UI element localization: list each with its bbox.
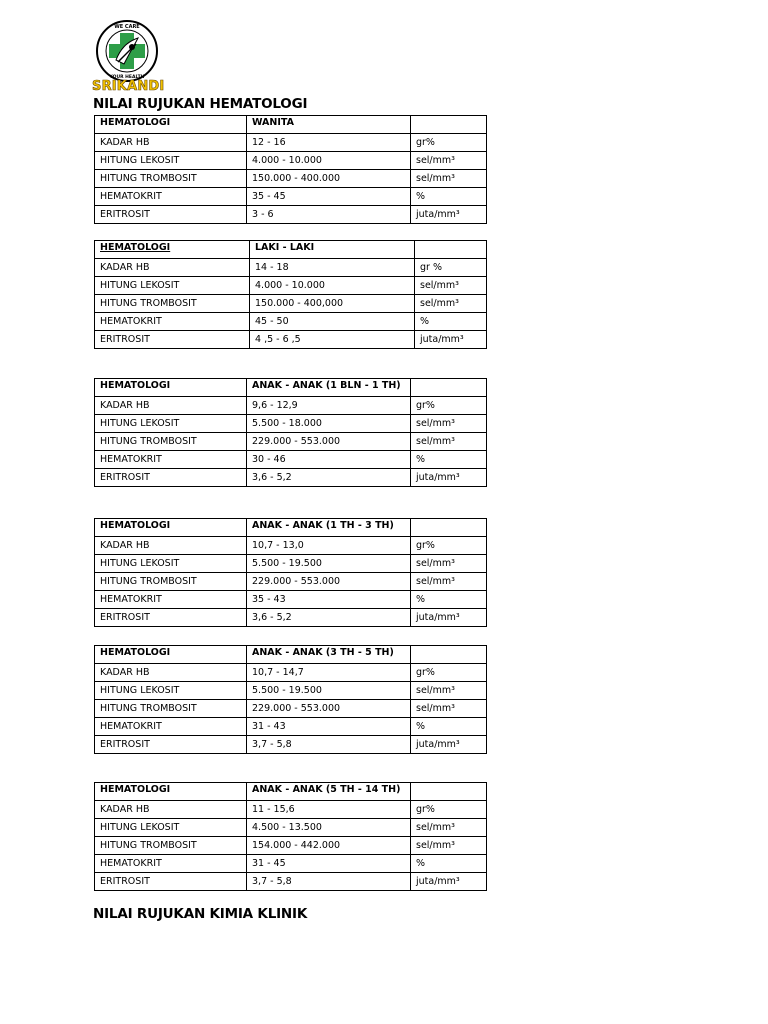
- table-cell: juta/mm³: [411, 873, 487, 891]
- table-cell: 31 - 45: [247, 855, 411, 873]
- table-cell: sel/mm³: [411, 415, 487, 433]
- brand-name: SRIKANDI: [92, 79, 165, 94]
- table-cell: HEMATOKRIT: [95, 591, 247, 609]
- table-row: [95, 313, 487, 331]
- table-cell: sel/mm³: [411, 682, 487, 700]
- table-cell: HITUNG TROMBOSIT: [95, 700, 247, 718]
- table-cell: 4 ,5 - 6 ,5: [250, 331, 415, 349]
- table-row: [95, 397, 487, 415]
- header-cell: HEMATOLOGI: [95, 116, 247, 134]
- table-cell: HITUNG LEKOSIT: [95, 152, 247, 170]
- table-cell: ERITROSIT: [95, 609, 247, 627]
- table-header-row: [95, 519, 487, 537]
- table-cell: %: [411, 591, 487, 609]
- table-cell: 3,6 - 5,2: [247, 469, 411, 487]
- table-header-row: [95, 783, 487, 801]
- table-cell: 5.500 - 18.000: [247, 415, 411, 433]
- table-anak-1th-3th: [94, 518, 487, 627]
- table-row: [95, 819, 487, 837]
- table-cell: ERITROSIT: [95, 873, 247, 891]
- table-cell: sel/mm³: [415, 277, 487, 295]
- table-cell: 14 - 18: [250, 259, 415, 277]
- table-cell: 30 - 46: [247, 451, 411, 469]
- table-header-row: [95, 241, 487, 259]
- table-row: [95, 170, 487, 188]
- table-row: [95, 188, 487, 206]
- table-cell: 150.000 - 400,000: [250, 295, 415, 313]
- table-header-row: [95, 379, 487, 397]
- header-cell: [411, 116, 487, 134]
- table-cell: 35 - 43: [247, 591, 411, 609]
- table-cell: 3 - 6: [247, 206, 411, 224]
- table-cell: ERITROSIT: [95, 206, 247, 224]
- table-row: [95, 415, 487, 433]
- table-cell: 229.000 - 553.000: [247, 433, 411, 451]
- table-cell: juta/mm³: [415, 331, 487, 349]
- table-header-row: [95, 116, 487, 134]
- table-cell: KADAR HB: [95, 537, 247, 555]
- table-row: [95, 331, 487, 349]
- header-cell: ANAK - ANAK (1 BLN - 1 TH): [247, 379, 411, 397]
- table-row: [95, 736, 487, 754]
- table-cell: juta/mm³: [411, 206, 487, 224]
- logo-top-text: WE CARE: [114, 24, 140, 30]
- table-cell: HITUNG TROMBOSIT: [95, 837, 247, 855]
- table-cell: 4.000 - 10.000: [250, 277, 415, 295]
- table-cell: 3,7 - 5,8: [247, 736, 411, 754]
- table-cell: ERITROSIT: [95, 469, 247, 487]
- table-cell: gr%: [411, 397, 487, 415]
- clinical-chemistry-title: NILAI RUJUKAN KIMIA KLINIK: [93, 906, 308, 922]
- table-cell: HITUNG LEKOSIT: [95, 819, 247, 837]
- table-row: [95, 873, 487, 891]
- table-laki-laki: [94, 240, 487, 349]
- table-anak-5th-14th: [94, 782, 487, 891]
- table-cell: %: [411, 855, 487, 873]
- header-cell: ANAK - ANAK (3 TH - 5 TH): [247, 646, 411, 664]
- table-row: [95, 700, 487, 718]
- table-row: [95, 134, 487, 152]
- table-cell: 10,7 - 14,7: [247, 664, 411, 682]
- table-cell: sel/mm³: [411, 555, 487, 573]
- table-cell: HITUNG LEKOSIT: [95, 277, 250, 295]
- table-cell: 4.500 - 13.500: [247, 819, 411, 837]
- table-row: [95, 591, 487, 609]
- table-cell: 150.000 - 400.000: [247, 170, 411, 188]
- table-row: [95, 277, 487, 295]
- table-row: [95, 537, 487, 555]
- table-cell: HEMATOKRIT: [95, 188, 247, 206]
- table-cell: %: [415, 313, 487, 331]
- table-cell: 9,6 - 12,9: [247, 397, 411, 415]
- table-cell: HITUNG TROMBOSIT: [95, 170, 247, 188]
- table-cell: gr%: [411, 664, 487, 682]
- table-cell: KADAR HB: [95, 397, 247, 415]
- table-row: [95, 469, 487, 487]
- header-cell: HEMATOLOGI: [95, 646, 247, 664]
- table-cell: HEMATOKRIT: [95, 451, 247, 469]
- table-cell: HITUNG TROMBOSIT: [95, 295, 250, 313]
- header-cell: HEMATOLOGI: [95, 519, 247, 537]
- table-cell: ERITROSIT: [95, 331, 250, 349]
- table-cell: HITUNG LEKOSIT: [95, 682, 247, 700]
- header-cell: ANAK - ANAK (1 TH - 3 TH): [247, 519, 411, 537]
- table-row: [95, 206, 487, 224]
- table-row: [95, 295, 487, 313]
- table-cell: 3,7 - 5,8: [247, 873, 411, 891]
- table-cell: 5.500 - 19.500: [247, 682, 411, 700]
- table-row: [95, 451, 487, 469]
- table-cell: KADAR HB: [95, 801, 247, 819]
- table-cell: sel/mm³: [411, 152, 487, 170]
- table-row: [95, 259, 487, 277]
- table-cell: 229.000 - 553.000: [247, 700, 411, 718]
- table-cell: HITUNG LEKOSIT: [95, 555, 247, 573]
- table-cell: 229.000 - 553.000: [247, 573, 411, 591]
- table-cell: sel/mm³: [411, 700, 487, 718]
- table-cell: 5.500 - 19.500: [247, 555, 411, 573]
- table-cell: sel/mm³: [411, 837, 487, 855]
- header-cell: [411, 646, 487, 664]
- table-row: [95, 682, 487, 700]
- table-cell: 4.000 - 10.000: [247, 152, 411, 170]
- table-cell: juta/mm³: [411, 736, 487, 754]
- header-cell: [415, 241, 487, 259]
- table-cell: KADAR HB: [95, 259, 250, 277]
- table-row: [95, 837, 487, 855]
- table-cell: sel/mm³: [411, 819, 487, 837]
- header-cell: [411, 783, 487, 801]
- logo-emblem-icon: [94, 20, 160, 86]
- table-anak-1bln-1th: [94, 378, 487, 487]
- table-cell: 45 - 50: [250, 313, 415, 331]
- table-cell: %: [411, 188, 487, 206]
- table-cell: HITUNG TROMBOSIT: [95, 433, 247, 451]
- header-cell: HEMATOLOGI: [95, 783, 247, 801]
- header-cell: WANITA: [247, 116, 411, 134]
- table-cell: 12 - 16: [247, 134, 411, 152]
- header-cell: [411, 379, 487, 397]
- table-cell: juta/mm³: [411, 609, 487, 627]
- table-cell: ERITROSIT: [95, 736, 247, 754]
- table-wanita: [94, 115, 487, 224]
- table-cell: 11 - 15,6: [247, 801, 411, 819]
- table-row: [95, 573, 487, 591]
- table-row: [95, 801, 487, 819]
- header-cell: [411, 519, 487, 537]
- table-cell: %: [411, 718, 487, 736]
- table-cell: 154.000 - 442.000: [247, 837, 411, 855]
- table-cell: gr%: [411, 537, 487, 555]
- header-cell: HEMATOLOGI: [95, 379, 247, 397]
- header-cell: ANAK - ANAK (5 TH - 14 TH): [247, 783, 411, 801]
- hematology-title: NILAI RUJUKAN HEMATOLOGI: [93, 96, 308, 112]
- table-cell: sel/mm³: [411, 170, 487, 188]
- table-cell: HITUNG LEKOSIT: [95, 415, 247, 433]
- table-cell: juta/mm³: [411, 469, 487, 487]
- table-cell: %: [411, 451, 487, 469]
- table-cell: gr%: [411, 134, 487, 152]
- table-cell: KADAR HB: [95, 134, 247, 152]
- logo-bottom-text: YOUR HEALTH: [109, 75, 145, 80]
- table-cell: KADAR HB: [95, 664, 247, 682]
- table-cell: HEMATOKRIT: [95, 313, 250, 331]
- table-row: [95, 664, 487, 682]
- table-cell: 10,7 - 13,0: [247, 537, 411, 555]
- table-cell: HEMATOKRIT: [95, 855, 247, 873]
- table-header-row: [95, 646, 487, 664]
- table-row: [95, 152, 487, 170]
- table-cell: HEMATOKRIT: [95, 718, 247, 736]
- table-cell: gr%: [411, 801, 487, 819]
- table-row: [95, 718, 487, 736]
- table-cell: 31 - 43: [247, 718, 411, 736]
- header-cell: HEMATOLOGI: [95, 241, 250, 259]
- table-cell: sel/mm³: [415, 295, 487, 313]
- table-row: [95, 555, 487, 573]
- table-cell: 3,6 - 5,2: [247, 609, 411, 627]
- table-cell: gr %: [415, 259, 487, 277]
- table-row: [95, 433, 487, 451]
- header-cell: LAKI - LAKI: [250, 241, 415, 259]
- table-row: [95, 855, 487, 873]
- table-anak-3th-5th: [94, 645, 487, 754]
- table-cell: HITUNG TROMBOSIT: [95, 573, 247, 591]
- table-cell: sel/mm³: [411, 433, 487, 451]
- table-cell: 35 - 45: [247, 188, 411, 206]
- table-row: [95, 609, 487, 627]
- table-cell: sel/mm³: [411, 573, 487, 591]
